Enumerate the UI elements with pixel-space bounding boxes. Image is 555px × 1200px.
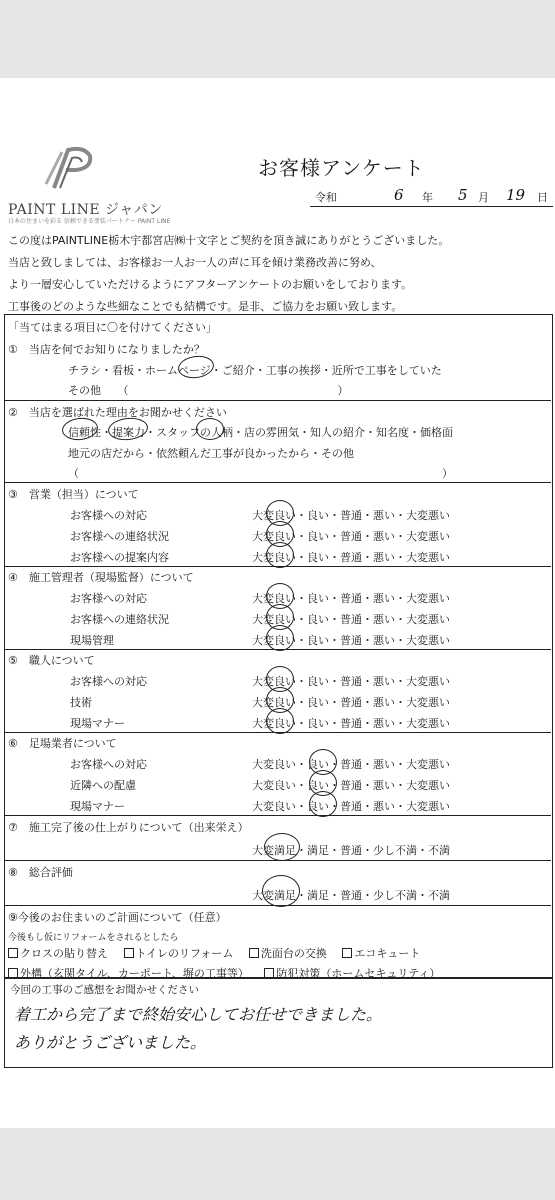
- q4-item: 現場管理: [70, 634, 114, 647]
- q4-answer-circle: [266, 625, 294, 651]
- checkbox[interactable]: [264, 968, 274, 978]
- rating-scale: 大変良い・良い・普通・悪い・大変悪い: [252, 800, 450, 813]
- checkbox[interactable]: [249, 948, 259, 958]
- option-label: トイレのリフォーム: [135, 947, 234, 960]
- q3-item: お客様への提案内容: [70, 551, 169, 564]
- q5-item: お客様への対応: [70, 675, 147, 688]
- q3-title: ③ 営業（担当）について: [8, 488, 139, 501]
- q7-title: ⑦ 施工完了後の仕上がりについて（出来栄え）: [8, 821, 249, 834]
- divider: [4, 860, 551, 861]
- impressions-title: 今回の工事のご感想をお聞かせください: [10, 984, 199, 996]
- q2-title: ② 当店を選ばれた理由をお聞かせください: [8, 406, 227, 419]
- q6-item: 近隣への配慮: [70, 779, 136, 792]
- q3-item: お客様への連絡状況: [70, 530, 169, 543]
- rating-scale: 大変良い・良い・普通・悪い・大変悪い: [252, 696, 450, 709]
- q3-item: お客様への対応: [70, 509, 147, 522]
- q5-answer-circle: [266, 708, 294, 734]
- option-label: クロスの貼り替え: [20, 947, 108, 960]
- q2-line1: 信頼性・提案力・スタッフの人柄・店の雰囲気・知人の紹介・知名度・価格面: [68, 426, 453, 439]
- instruction: 「当てはまる項目に〇を付けてください」: [8, 321, 217, 334]
- q9-row1: [8, 945, 420, 961]
- q5-title: ⑤ 職人について: [8, 654, 95, 667]
- satisfaction-scale: 大変満足・満足・普通・少し不満・不満: [252, 889, 450, 902]
- divider: [4, 400, 551, 401]
- checkbox[interactable]: [8, 948, 18, 958]
- q1-options: チラシ・看板・ホームページ・ご紹介・工事の挨拶・近所で工事をしていた: [68, 364, 442, 377]
- date-underline: [310, 206, 553, 207]
- survey-sheet: [0, 78, 555, 1128]
- rating-scale: 大変良い・良い・普通・悪い・大変悪い: [252, 717, 450, 730]
- q3-answer-circle: [266, 542, 294, 568]
- q4-item: お客様への連絡状況: [70, 613, 169, 626]
- impressions-line2: ありがとうございました。: [14, 1033, 207, 1052]
- divider: [4, 482, 551, 483]
- intro-line: 工事後のどのような些細なことでも結構です。是非、ご協力をお願い致します。: [8, 300, 403, 313]
- rating-scale: 大変良い・良い・普通・悪い・大変悪い: [252, 509, 450, 522]
- rating-scale: 大変良い・良い・普通・悪い・大変悪い: [252, 634, 450, 647]
- logo-text: PAINT LINE ジャパン: [8, 202, 163, 218]
- divider: [4, 649, 551, 650]
- q8-answer-circle: [262, 875, 300, 907]
- q4-title: ④ 施工管理者（現場監督）について: [8, 571, 194, 584]
- rating-scale: 大変良い・良い・普通・悪い・大変悪い: [252, 675, 450, 688]
- date-month: 5: [458, 186, 468, 204]
- rating-scale: 大変良い・良い・普通・悪い・大変悪い: [252, 613, 450, 626]
- logo-mark: [40, 144, 100, 198]
- date-day: 19: [506, 186, 526, 204]
- q4-item: お客様への対応: [70, 592, 147, 605]
- q1-title: ① 当店を何でお知りになりましたか？: [8, 343, 205, 356]
- date-era: 令和: [315, 191, 337, 204]
- q2-line2: 地元の店だから・依然頼んだ工事が良かったから・その他: [68, 447, 354, 460]
- rating-scale: 大変良い・良い・普通・悪い・大変悪い: [252, 551, 450, 564]
- date-month-unit: 月: [478, 191, 489, 204]
- option-label: 洗面台の交換: [260, 947, 327, 960]
- q2-line3: （ ）: [68, 467, 453, 480]
- divider: [4, 732, 551, 733]
- option-label: 外構（玄関タイル、カーポート、塀の工事等）: [20, 967, 249, 980]
- divider: [4, 566, 551, 567]
- impressions-line1: 着工から完了まで終始安心してお任せできました。: [14, 1005, 383, 1024]
- satisfaction-scale: 大変満足・満足・普通・少し不満・不満: [252, 844, 450, 857]
- logo-subtext: 日本の住まいを彩る 信頼できる塗装パートナー PAINT LINE: [8, 218, 171, 225]
- page-title: お客様アンケート: [258, 156, 425, 180]
- q5-item: 現場マナー: [70, 717, 125, 730]
- divider: [4, 815, 551, 816]
- option-label: エコキュート: [354, 947, 421, 960]
- intro-line: 当店と致しましては、お客様お一人お一人の声に耳を傾け業務改善に努め、: [8, 256, 382, 269]
- date-year: 6: [394, 186, 404, 204]
- q6-item: お客様への対応: [70, 758, 147, 771]
- q9-subtitle: 今後もし仮にリフォームをされるとしたら: [8, 933, 179, 943]
- intro-line: この度はPAINTLINE栃木宇都宮店㈱十文字とご契約を頂き誠にありがとうございました。: [8, 234, 450, 247]
- checkbox[interactable]: [8, 968, 18, 978]
- rating-scale: 大変良い・良い・普通・悪い・大変悪い: [252, 592, 450, 605]
- divider: [4, 905, 551, 906]
- rating-scale: 大変良い・良い・普通・悪い・大変悪い: [252, 530, 450, 543]
- checkbox[interactable]: [342, 948, 352, 958]
- rating-scale: 大変良い・良い・普通・悪い・大変悪い: [252, 758, 450, 771]
- q7-answer-circle: [264, 833, 300, 861]
- date-year-unit: 年: [422, 191, 433, 204]
- q5-item: 技術: [70, 696, 92, 709]
- q6-title: ⑥ 足場業者について: [8, 737, 117, 750]
- checkbox[interactable]: [124, 948, 134, 958]
- rating-scale: 大変良い・良い・普通・悪い・大変悪い: [252, 779, 450, 792]
- q6-item: 現場マナー: [70, 800, 125, 813]
- q9-title: ⑨今後のお住まいのご計画について（任意）: [8, 911, 227, 924]
- q1-other: その他 （ ）: [68, 384, 349, 397]
- q6-answer-circle: [309, 791, 337, 817]
- intro-line: より一層安心していただけるようにアフターアンケートのお願いをしております。: [8, 278, 413, 291]
- q8-title: ⑧ 総合評価: [8, 866, 73, 879]
- q2-answer-circle: [196, 418, 224, 440]
- option-label: 防犯対策（ホームセキュリティ）: [276, 967, 441, 980]
- date-day-unit: 日: [537, 191, 548, 204]
